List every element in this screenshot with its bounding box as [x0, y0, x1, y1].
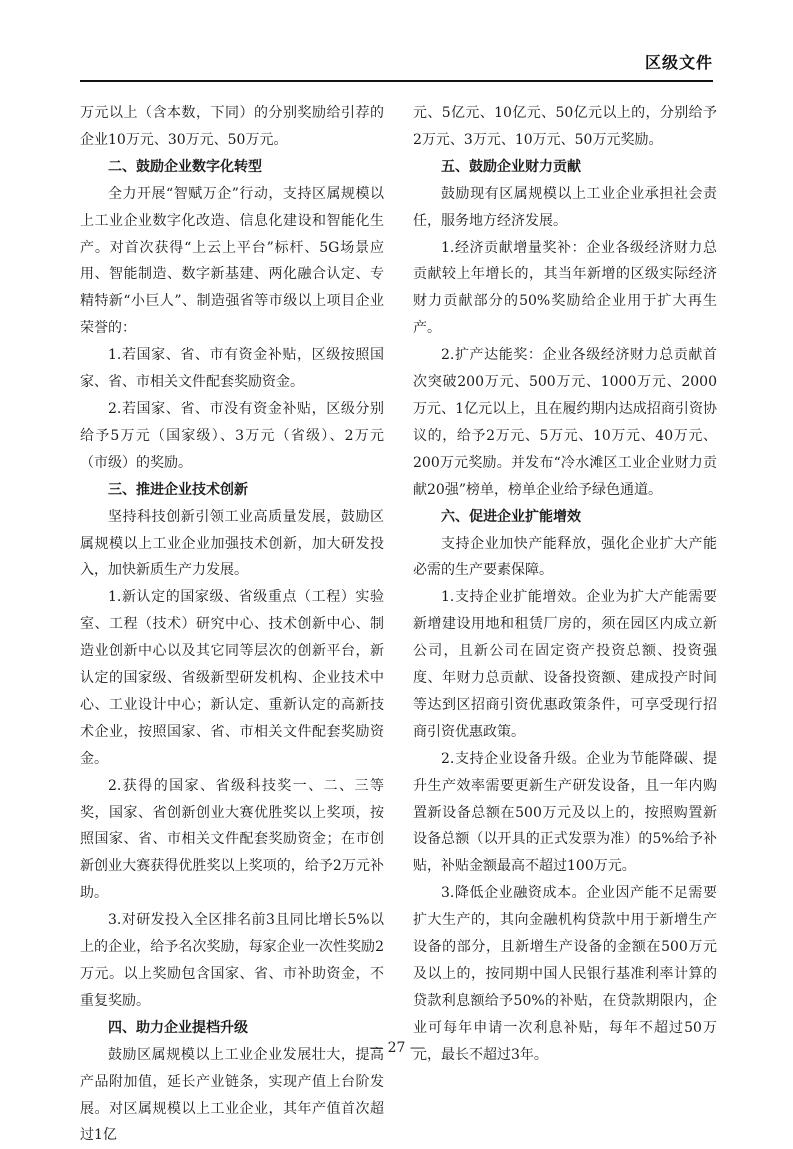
body-paragraph: 鼓励现有区属规模以上工业企业承担社会责任，服务地方经济发展。	[413, 185, 717, 229]
body-paragraph: 1.若国家、省、市有资金补贴，区级按照国家、省、市相关文件配套奖励资金。	[80, 347, 384, 391]
body-paragraph: 3.降低企业融资成本。企业因产能不足需要扩大生产的，其向金融机构贷款中用于新增生产设备的部分，且新增生产设备的金额在500万元及以上的，按同期中国人民银行基准利率计算的贷款利息额给予50%的补贴，在贷款期限内，企业可每年申请一次利息补贴，每年不超过50万元，最长不超过3年。	[413, 885, 717, 1063]
body-paragraph: 全力开展“智赋万企”行动，支持区属规模以上工业企业数字化改造、信息化建设和智能化生产。对首次获得“上云上平台”标杆、5G场景应用、智能制造、数字新基建、两化融合认定、专精特新“小巨人”、制造强省等市级以上项目企业荣誉的：	[80, 185, 384, 337]
section-heading: 四、助力企业提档升级	[108, 1019, 248, 1036]
section-heading: 二、鼓励企业数字化转型	[108, 158, 262, 175]
body-paragraph: 坚持科技创新引领工业高质量发展，鼓励区属规模以上工业企业加强技术创新，加大研发投入，加快新质生产力发展。	[80, 508, 384, 579]
continued-paragraph: 万元以上（含本数，下同）的分别奖励给引荐的企业10万元、30万元、50万元。	[80, 105, 384, 148]
body-paragraph: 2.扩产达能奖：企业各级经济财力总贡献首次突破200万元、500万元、1000万元、2000万元、1亿元以上，且在履约期内达成招商引资协议的，给予2万元、5万元、10万元、40万元、200万元奖励。并发布“冷水滩区工业企业财力贡献20强”榜单，榜单企业给予绿色通道。	[413, 347, 717, 498]
body-paragraph: 2.获得的国家、省级科技奖一、二、三等奖，国家、省创新创业大赛优胜奖以上奖项，按照国家、省、市相关文件配套奖励资金；在市创新创业大赛获得优胜奖以上奖项的，给予2万元补助。	[80, 777, 384, 902]
section-heading: 五、鼓励企业财力贡献	[441, 158, 581, 175]
header-divider	[80, 80, 713, 82]
section-heading: 三、推进企业技术创新	[108, 481, 248, 498]
body-paragraph: 1.新认定的国家级、省级重点（工程）实验室、工程（技术）研究中心、技术创新中心、制造业创新中心以及其它同等层次的创新平台，新认定的国家级、省级新型研发机构、企业技术中心、工业设计中心；新认定、重新认定的高新技术企业，按照国家、省、市相关文件配套奖励资金。	[80, 589, 384, 767]
left-column	[80, 100, 384, 1149]
document-header-title: 区级文件	[644, 53, 713, 72]
page-number: — 27 —	[369, 1040, 424, 1056]
body-paragraph: 1.支持企业扩能增效。企业为扩大产能需要新增建设用地和租赁厂房的，须在园区内成立新公司，且新公司在固定资产投资总额、投资强度、年财力总贡献、设备投资额、建成投产时间等达到区招商引资优惠政策条件，可享受现行招商引资优惠政策。	[413, 589, 717, 740]
body-paragraph: 1.经济贡献增量奖补：企业各级经济财力总贡献较上年增长的，其当年新增的区级实际经济财力贡献部分的50%奖励给企业用于扩大再生产。	[413, 239, 717, 337]
body-paragraph: 支持企业加快产能释放，强化企业扩大产能必需的生产要素保障。	[413, 535, 717, 579]
section-heading: 六、促进企业扩能增效	[441, 508, 581, 525]
right-column	[413, 100, 717, 1069]
body-paragraph: 2.若国家、省、市没有资金补贴，区级分别给予5万元（国家级）、3万元（省级）、2万元（市级）的奖励。	[80, 400, 384, 471]
body-paragraph: 3.对研发投入全区排名前3且同比增长5%以上的企业，给予名次奖励，每家企业一次性奖励2万元。以上奖励包含国家、省、市补助资金，不重复奖励。	[80, 912, 384, 1009]
continued-paragraph: 元、5亿元、10亿元、50亿元以上的，分别给予2万元、3万元、10万元、50万元奖励。	[413, 105, 717, 148]
body-paragraph: 鼓励区属规模以上工业企业发展壮大，提高产品附加值，延长产业链条，实现产值上台阶发展。对区属规模以上工业企业，其年产值首次超过1亿	[80, 1046, 384, 1144]
body-paragraph: 2.支持企业设备升级。企业为节能降碳、提升生产效率需要更新生产研发设备，且一年内购置新设备总额在500万元及以上的，按照购置新设备总额（以开具的正式发票为准）的5%给予补贴，补贴金额最高不超过100万元。	[413, 750, 717, 875]
